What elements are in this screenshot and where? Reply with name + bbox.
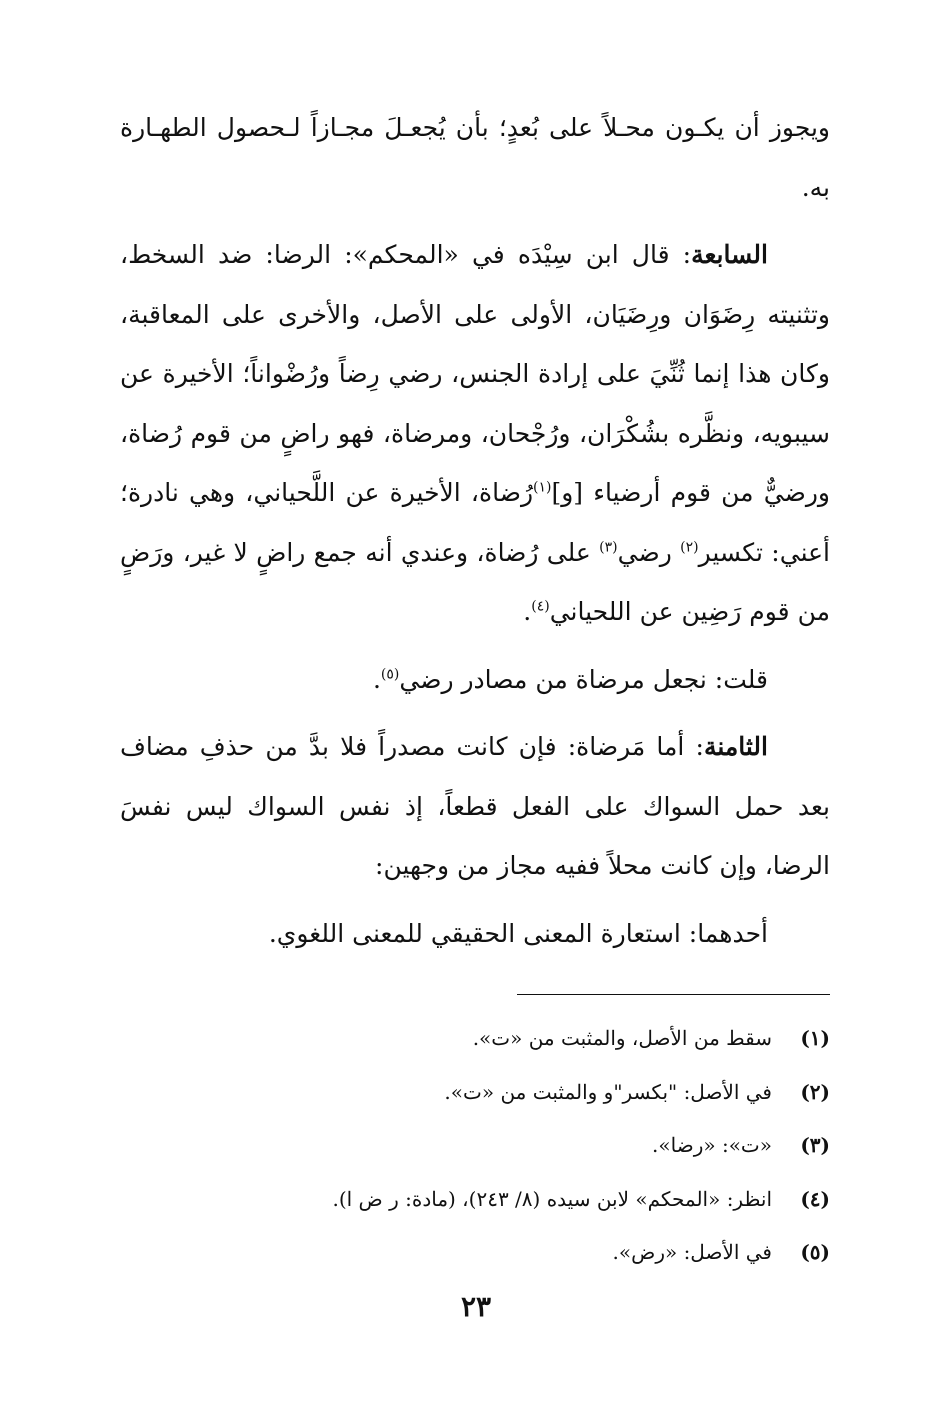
- footnote-number: (٥): [800, 1240, 830, 1264]
- paragraph-text: : أما مَرضاة: فإن كانت مصدراً فلا بدَّ من حذفِ مضاف بعد حمل السواك على الفعل قطعاً، إذ نفس السواك ليس نفسَ الرضا، وإن كانت محلاً ففيه مجاز من وجهين:: [120, 732, 830, 880]
- paragraph-1-text: ويجوز أن يكـون محـلاً على بُعدٍ؛ بأن يُجعـلَ مجـازاً لـحصول الطهـارة به.: [120, 113, 830, 202]
- footnote-reference-1[interactable]: (١): [533, 479, 552, 496]
- footnote-text: انظر: «المحكم» لابن سيده (٨/ ٢٤٣)، (مادة: ر ض ا).: [332, 1186, 772, 1211]
- footnote-reference-5[interactable]: (٥): [380, 666, 400, 683]
- footnote-reference-4[interactable]: (٤): [531, 598, 550, 615]
- paragraph-text: رضي: [617, 537, 681, 567]
- footnote-number: (٤): [800, 1186, 830, 1211]
- footnote-1: [120, 1012, 830, 1066]
- paragraph-lead-seventh: السابعة: [691, 240, 768, 269]
- paragraph-first-aspect: [120, 904, 830, 964]
- footnote-divider: [517, 994, 830, 995]
- footnote-3: [120, 1119, 830, 1173]
- paragraph-text: : قال ابن سِيْدَه في «المحكم»: الرضا: ضد السخط، وتثنيته رِضَوَان ورِضَيَان، الأولى على الأصل، والأخرى على المعاقبة، وكان هذا إنما ثُنِّيَ على إرادة الجنس، رضي رِضاً ورُضْواناً؛ الأخيرة عن سيبويه، ونظَّره بشُكْرَان، ورُجْحان، ومرضاة، فهو راضٍ من قوم رُضاة، ورضيٌّ من قوم أرضياء [و]: [120, 240, 830, 507]
- paragraph-seventh: [120, 225, 830, 642]
- paragraph-eighth: [120, 717, 830, 896]
- paragraph-text: على رُضاة، وعندي أنه جمع راضٍ لا غير، ورَضٍ من قوم رَضِين عن اللحياني: [120, 537, 830, 626]
- paragraph-text: .: [372, 664, 381, 694]
- page-number: ٢٣: [460, 1290, 492, 1323]
- footnote-2: [120, 1066, 830, 1120]
- paragraph-text: .: [523, 597, 532, 626]
- footnote-number: (١): [800, 1026, 830, 1050]
- footnote-text: في الأصل: "بكسر"و والمثبت من «ت».: [444, 1079, 772, 1104]
- paragraph-lead-eighth: الثامنة: [703, 732, 768, 761]
- footnote-5: [120, 1226, 830, 1280]
- main-text: [120, 98, 830, 963]
- footnotes: [120, 1012, 830, 1280]
- footnote-text: في الأصل: «رض».: [612, 1240, 772, 1264]
- footnote-text: «ت»: «رضا».: [652, 1133, 772, 1157]
- paragraph-qultu: [120, 650, 830, 710]
- footnote-4: [120, 1173, 830, 1227]
- paragraph-1: [120, 98, 830, 217]
- footnote-reference-2[interactable]: (٢): [680, 539, 699, 556]
- paragraph-text: أحدهما: استعارة المعنى الحقيقي للمعنى اللغوي.: [268, 918, 768, 948]
- footnote-text: سقط من الأصل، والمثبت من «ت».: [472, 1026, 772, 1050]
- paragraph-text: رُضاة، الأخيرة عن اللَّحياني، وهي نادرة؛ أعني: تكسير: [120, 478, 830, 567]
- footnote-reference-3[interactable]: (٣): [599, 539, 618, 556]
- footnote-number: (٣): [800, 1133, 830, 1157]
- footnote-number: (٢): [800, 1079, 830, 1104]
- paragraph-text: قلت: نجعل مرضاة من مصادر رضي: [399, 664, 768, 694]
